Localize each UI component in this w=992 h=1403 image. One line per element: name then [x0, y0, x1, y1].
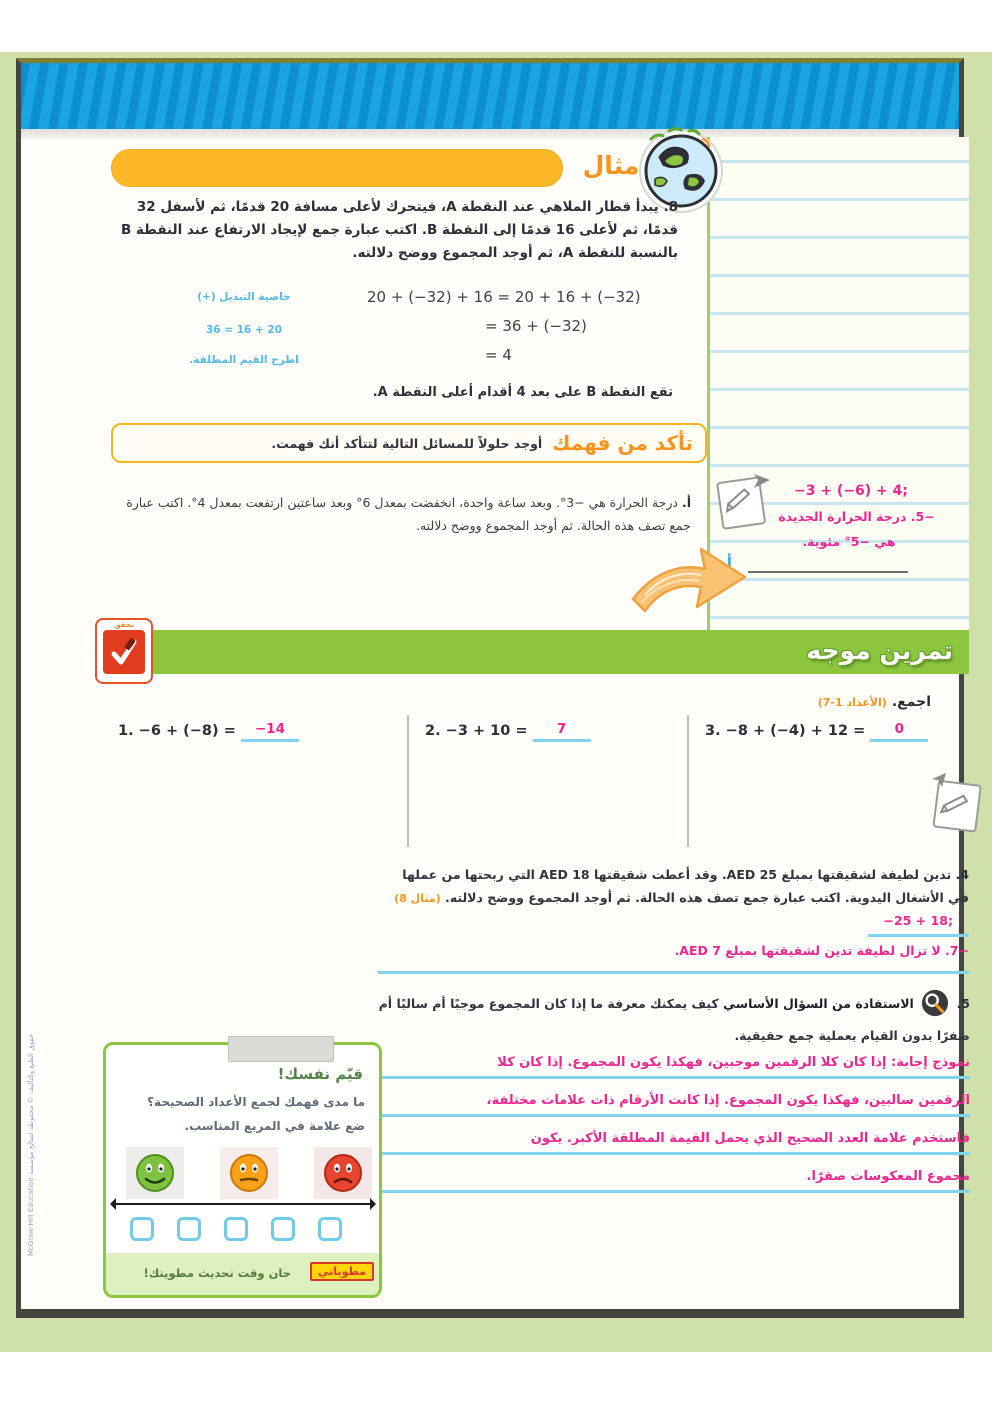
- answer-line[interactable]: الرقمين سالبين، فهكذا يكون المجموع. إذا كانت الأرقام ذات علامات مختلفة،: [378, 1079, 970, 1117]
- sad-face-cell: [314, 1147, 372, 1199]
- check-understanding-banner: [111, 423, 707, 463]
- tape-tab: [228, 1036, 334, 1062]
- notes-doodle-icon: [926, 771, 988, 843]
- check-understanding-subtitle: أوجد حلولاً للمسائل التالية لتتأكد أنك فهمت.: [271, 435, 543, 451]
- margin-blank-label: أ: [727, 555, 732, 571]
- rate-yourself-box: [103, 1042, 382, 1298]
- rating-checkbox[interactable]: [224, 1217, 248, 1241]
- check-understanding-title: تأكد من فهمك: [552, 431, 693, 455]
- answer-line[interactable]: فاستخدم علامة العدد الصحيح الذي يحمل القيمة المطلقة الأكبر. يكون: [378, 1117, 970, 1155]
- curved-arrow-icon: [631, 543, 751, 627]
- problem-3-expression: −8 + (−4) + 12 =: [725, 723, 866, 739]
- problem-5-text: كيف يمكنك معرفة ما إذا كان المجموع موجبًا أم سالبًا أم صفرًا بدون القيام بعملية جمع حقيقية.: [378, 996, 970, 1044]
- rating-checkbox[interactable]: [177, 1217, 201, 1241]
- margin-answer-line2[interactable]: −5. درجة الحرارة الجديدة: [778, 509, 935, 524]
- example-label: مثال: [582, 151, 640, 180]
- problem-4-answer-expression[interactable]: −25 + 18;: [868, 909, 969, 936]
- instruction-line: [631, 691, 931, 710]
- instruction-range: (الأعداد 1-7): [817, 696, 887, 709]
- answer-line[interactable]: نموذج إجابة: إذا كان كلا الرقمين موجبين، فهكذا يكون المجموع. إذا كان كلا: [378, 1041, 970, 1079]
- equation-row-1: 20 + (−32) + 16 = 20 + 16 + (−32): [367, 288, 641, 306]
- rating-checkbox[interactable]: [318, 1217, 342, 1241]
- guided-practice-title: تمرين موجه: [806, 636, 953, 665]
- problem-1-answer: −14: [254, 721, 285, 737]
- equation-note-3: اطرح القيم المطلقة.: [189, 354, 299, 366]
- check-item-a-text: درجة الحرارة هي −3°. وبعد ساعة واحدة، انخفضت بمعدل 6° وبعد ساعتين ارتفعت بمعدل 4°. اكتب عبارة جمع تصف هذه الحالة. ثم أوجد المجموع ووضح دلالته.: [126, 495, 691, 534]
- rate-yourself-title: قيّم نفسك!: [277, 1065, 363, 1083]
- practice-problem-1: [118, 723, 299, 742]
- checkmark-icon: [103, 630, 145, 674]
- foldables-tag: مطوياتي: [310, 1262, 374, 1281]
- equation-row-2: = 36 + (−32): [485, 317, 587, 335]
- problem-1-answer-blank[interactable]: [241, 723, 299, 742]
- problem-4: [378, 863, 969, 974]
- check-item-a-label: أ.: [681, 495, 691, 510]
- problem-4-answer-sentence[interactable]: −7. لا تزال لطيفة تدين لشقيقتها بمبلغ AED 7.: [378, 939, 969, 974]
- guided-practice-band: [116, 630, 969, 674]
- notes-doodle-icon: [712, 462, 772, 538]
- column-divider: [407, 715, 409, 847]
- rate-yourself-instruction: ضع علامة في المربع المناسب.: [184, 1119, 365, 1133]
- problem-3-number: 3.: [705, 723, 721, 739]
- equation-note-2: 36 = 16 + 20: [205, 324, 283, 336]
- solution-conclusion: تقع النقطة B على بعد 4 أقدام أعلى النقطة A.: [372, 385, 673, 400]
- problem-2-answer: 7: [556, 721, 567, 737]
- rate-yourself-question: ما مدى فهمك لجمع الأعداد الصحيحة؟: [147, 1095, 365, 1109]
- problem-4-reference: (مثال 8): [394, 892, 441, 906]
- essential-question-icon: [921, 989, 949, 1024]
- check-item-a: [116, 491, 691, 537]
- problem-8: [116, 196, 678, 265]
- problem-5-answer-area[interactable]: [378, 1041, 970, 1193]
- copyright-notice: حقوق الطبع والتأليف © محفوظة لصالح مؤسسة McGraw-Hill Education: [27, 1033, 35, 1257]
- problem-4-number: 4.: [955, 867, 969, 882]
- problem-2-answer-blank[interactable]: [533, 723, 591, 742]
- problem-3-answer: 0: [894, 721, 905, 737]
- problem-1-expression: −6 + (−8) =: [138, 723, 236, 739]
- margin-answer-blank-line[interactable]: [748, 571, 908, 573]
- textbook-page: [16, 58, 970, 1318]
- practice-problem-3: [705, 723, 928, 742]
- problem-2-expression: −3 + 10 =: [445, 723, 528, 739]
- sad-face-icon: [322, 1152, 364, 1194]
- top-striped-band: [21, 63, 959, 129]
- problem-8-number: 8.: [663, 199, 678, 215]
- solution-equations: [367, 288, 702, 375]
- problem-5-number: 5.: [956, 996, 970, 1011]
- practice-problem-2: [425, 723, 591, 742]
- example-banner: [111, 149, 563, 187]
- equation-note-1: خاصية التبديل (+): [197, 291, 291, 303]
- check-chip-icon: [95, 618, 153, 684]
- answer-line[interactable]: مجموع المعكوسات صفرًا.: [378, 1155, 970, 1193]
- rating-checkbox[interactable]: [271, 1217, 295, 1241]
- problem-8-text: يبدأ قطار الملاهي عند النقطة A، فيتحرك لأعلى مسافة 20 قدمًا، ثم لأسفل 32 قدمًا، ثم لأعلى 16 قدمًا إلى النقطة B. اكتب عبارة جمع لإيجاد الارتفاع عند النقطة B بالنسبة للنقطة A، ثم أوجد المجموع ووضح دلالته.: [120, 199, 678, 261]
- check-chip-label: تحقق: [114, 621, 134, 629]
- rating-number-line: [114, 1203, 372, 1205]
- foldables-strip: [106, 1253, 379, 1295]
- instruction-add: اجمع.: [891, 694, 931, 710]
- problem-2-number: 2.: [425, 723, 441, 739]
- neutral-face-cell: [220, 1147, 278, 1199]
- equation-row-3: = 4: [485, 346, 512, 364]
- problem-5: [378, 989, 970, 1047]
- rating-checkbox[interactable]: [130, 1217, 154, 1241]
- happy-face-cell: [126, 1147, 184, 1199]
- margin-answer-expression[interactable]: −3 + (−6) + 4;: [793, 483, 909, 499]
- column-divider: [687, 715, 689, 847]
- problem-4-text: تدين لطيفة لشقيقتها بمبلغ AED 25. وقد أعطت شقيقتها AED 18 التي ربحتها من عملها في الأشغال اليدوية. اكتب عبارة جمع تصف هذه الحالة. ثم أوجد المجموع ووضح دلالته.: [402, 867, 969, 906]
- problem-3-answer-blank[interactable]: [870, 723, 928, 742]
- neutral-face-icon: [228, 1152, 270, 1194]
- foldables-text: حان وقت تحديث مطويتك!: [143, 1266, 291, 1280]
- margin-answer-line3[interactable]: هي −5° مئوية.: [802, 534, 896, 549]
- problem-5-lead: الاستفادة من السؤال الأساسي: [723, 996, 914, 1011]
- happy-face-icon: [134, 1152, 176, 1194]
- problem-1-number: 1.: [118, 723, 134, 739]
